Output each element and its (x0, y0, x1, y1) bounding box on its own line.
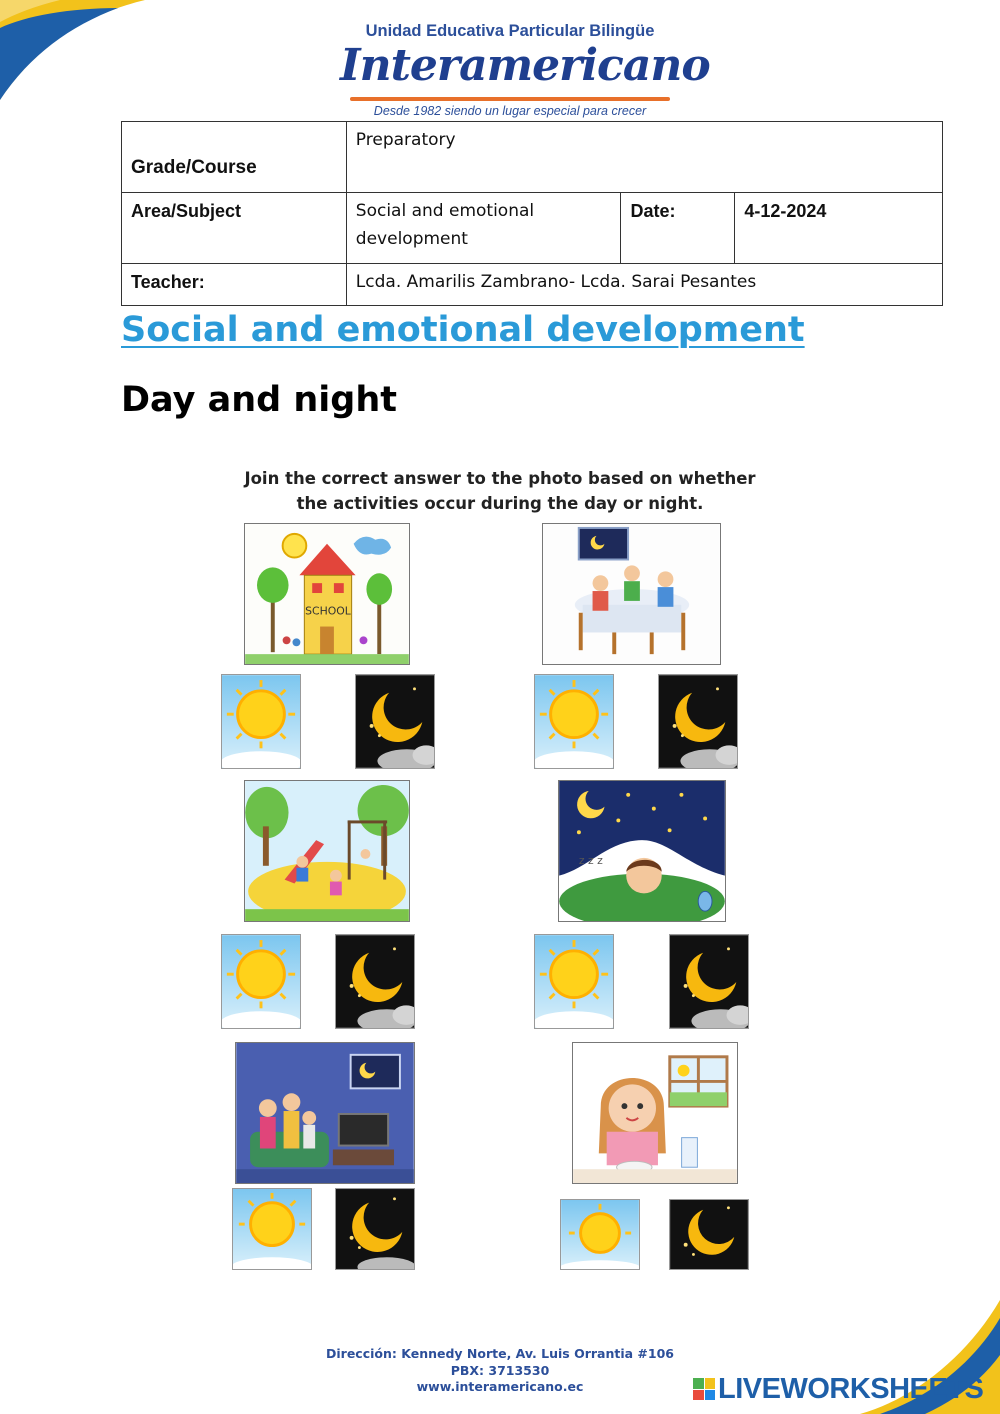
family-tv-photo (235, 1042, 415, 1184)
night-option-family-tv[interactable] (335, 1188, 415, 1270)
night-option-sleeping[interactable] (669, 934, 749, 1029)
grade-label: Grade/Course (122, 122, 347, 193)
day-option-family-dinner[interactable] (534, 674, 614, 769)
subject-title: Social and emotional development (121, 310, 805, 350)
sleeping-zzz: z z z (578, 853, 603, 867)
info-table (121, 121, 943, 306)
top-left-corner-decoration (0, 0, 150, 100)
grade-value: Preparatory (346, 122, 942, 193)
night-option-school[interactable] (355, 674, 435, 769)
night-option-breakfast[interactable] (669, 1199, 749, 1270)
day-option-sleeping[interactable] (534, 934, 614, 1029)
school-sign: SCHOOL (305, 604, 351, 618)
footer-website: www.interamericano.ec (416, 1379, 584, 1394)
area-value: Social and emotional development (346, 193, 621, 264)
school-photo (244, 523, 410, 665)
topic-title: Day and night (121, 380, 397, 420)
date-label: Date: (621, 193, 735, 264)
area-label: Area/Subject (122, 193, 347, 264)
teacher-value: Lcda. Amarilis Zambrano- Lcda. Sarai Pesantes (346, 264, 942, 306)
school-name: Interamericano (340, 40, 710, 91)
day-option-family-tv[interactable] (232, 1188, 312, 1270)
teacher-label: Teacher: (122, 264, 347, 306)
playground-photo (244, 780, 410, 922)
day-option-school[interactable] (221, 674, 301, 769)
footer-phone: PBX: 3713530 (450, 1362, 550, 1378)
day-option-playground[interactable] (221, 934, 301, 1029)
liveworksheets-watermark (693, 1372, 983, 1406)
school-top-line: Unidad Educativa Particular Bilingüe (365, 22, 655, 40)
logo-underline (350, 97, 670, 101)
school-logo (340, 18, 710, 122)
liveworksheets-text: LIVEWORKSHEETS (718, 1372, 984, 1405)
liveworksheets-logo-icon (693, 1378, 715, 1400)
instructions: Join the correct answer to the photo based on whether the activities occur during the day or night. (244, 469, 756, 513)
footer (300, 1346, 700, 1396)
breakfast-photo (572, 1042, 738, 1184)
sleeping-photo (558, 780, 726, 922)
footer-address: Dirección: Kennedy Norte, Av. Luis Orrantia #106 (326, 1346, 674, 1361)
date-value: 4-12-2024 (735, 193, 943, 264)
day-option-breakfast[interactable] (560, 1199, 640, 1270)
night-option-family-dinner[interactable] (658, 674, 738, 769)
night-option-playground[interactable] (335, 934, 415, 1029)
family-dinner-photo (542, 523, 721, 665)
school-motto: Desde 1982 siendo un lugar especial para crecer (373, 104, 647, 118)
